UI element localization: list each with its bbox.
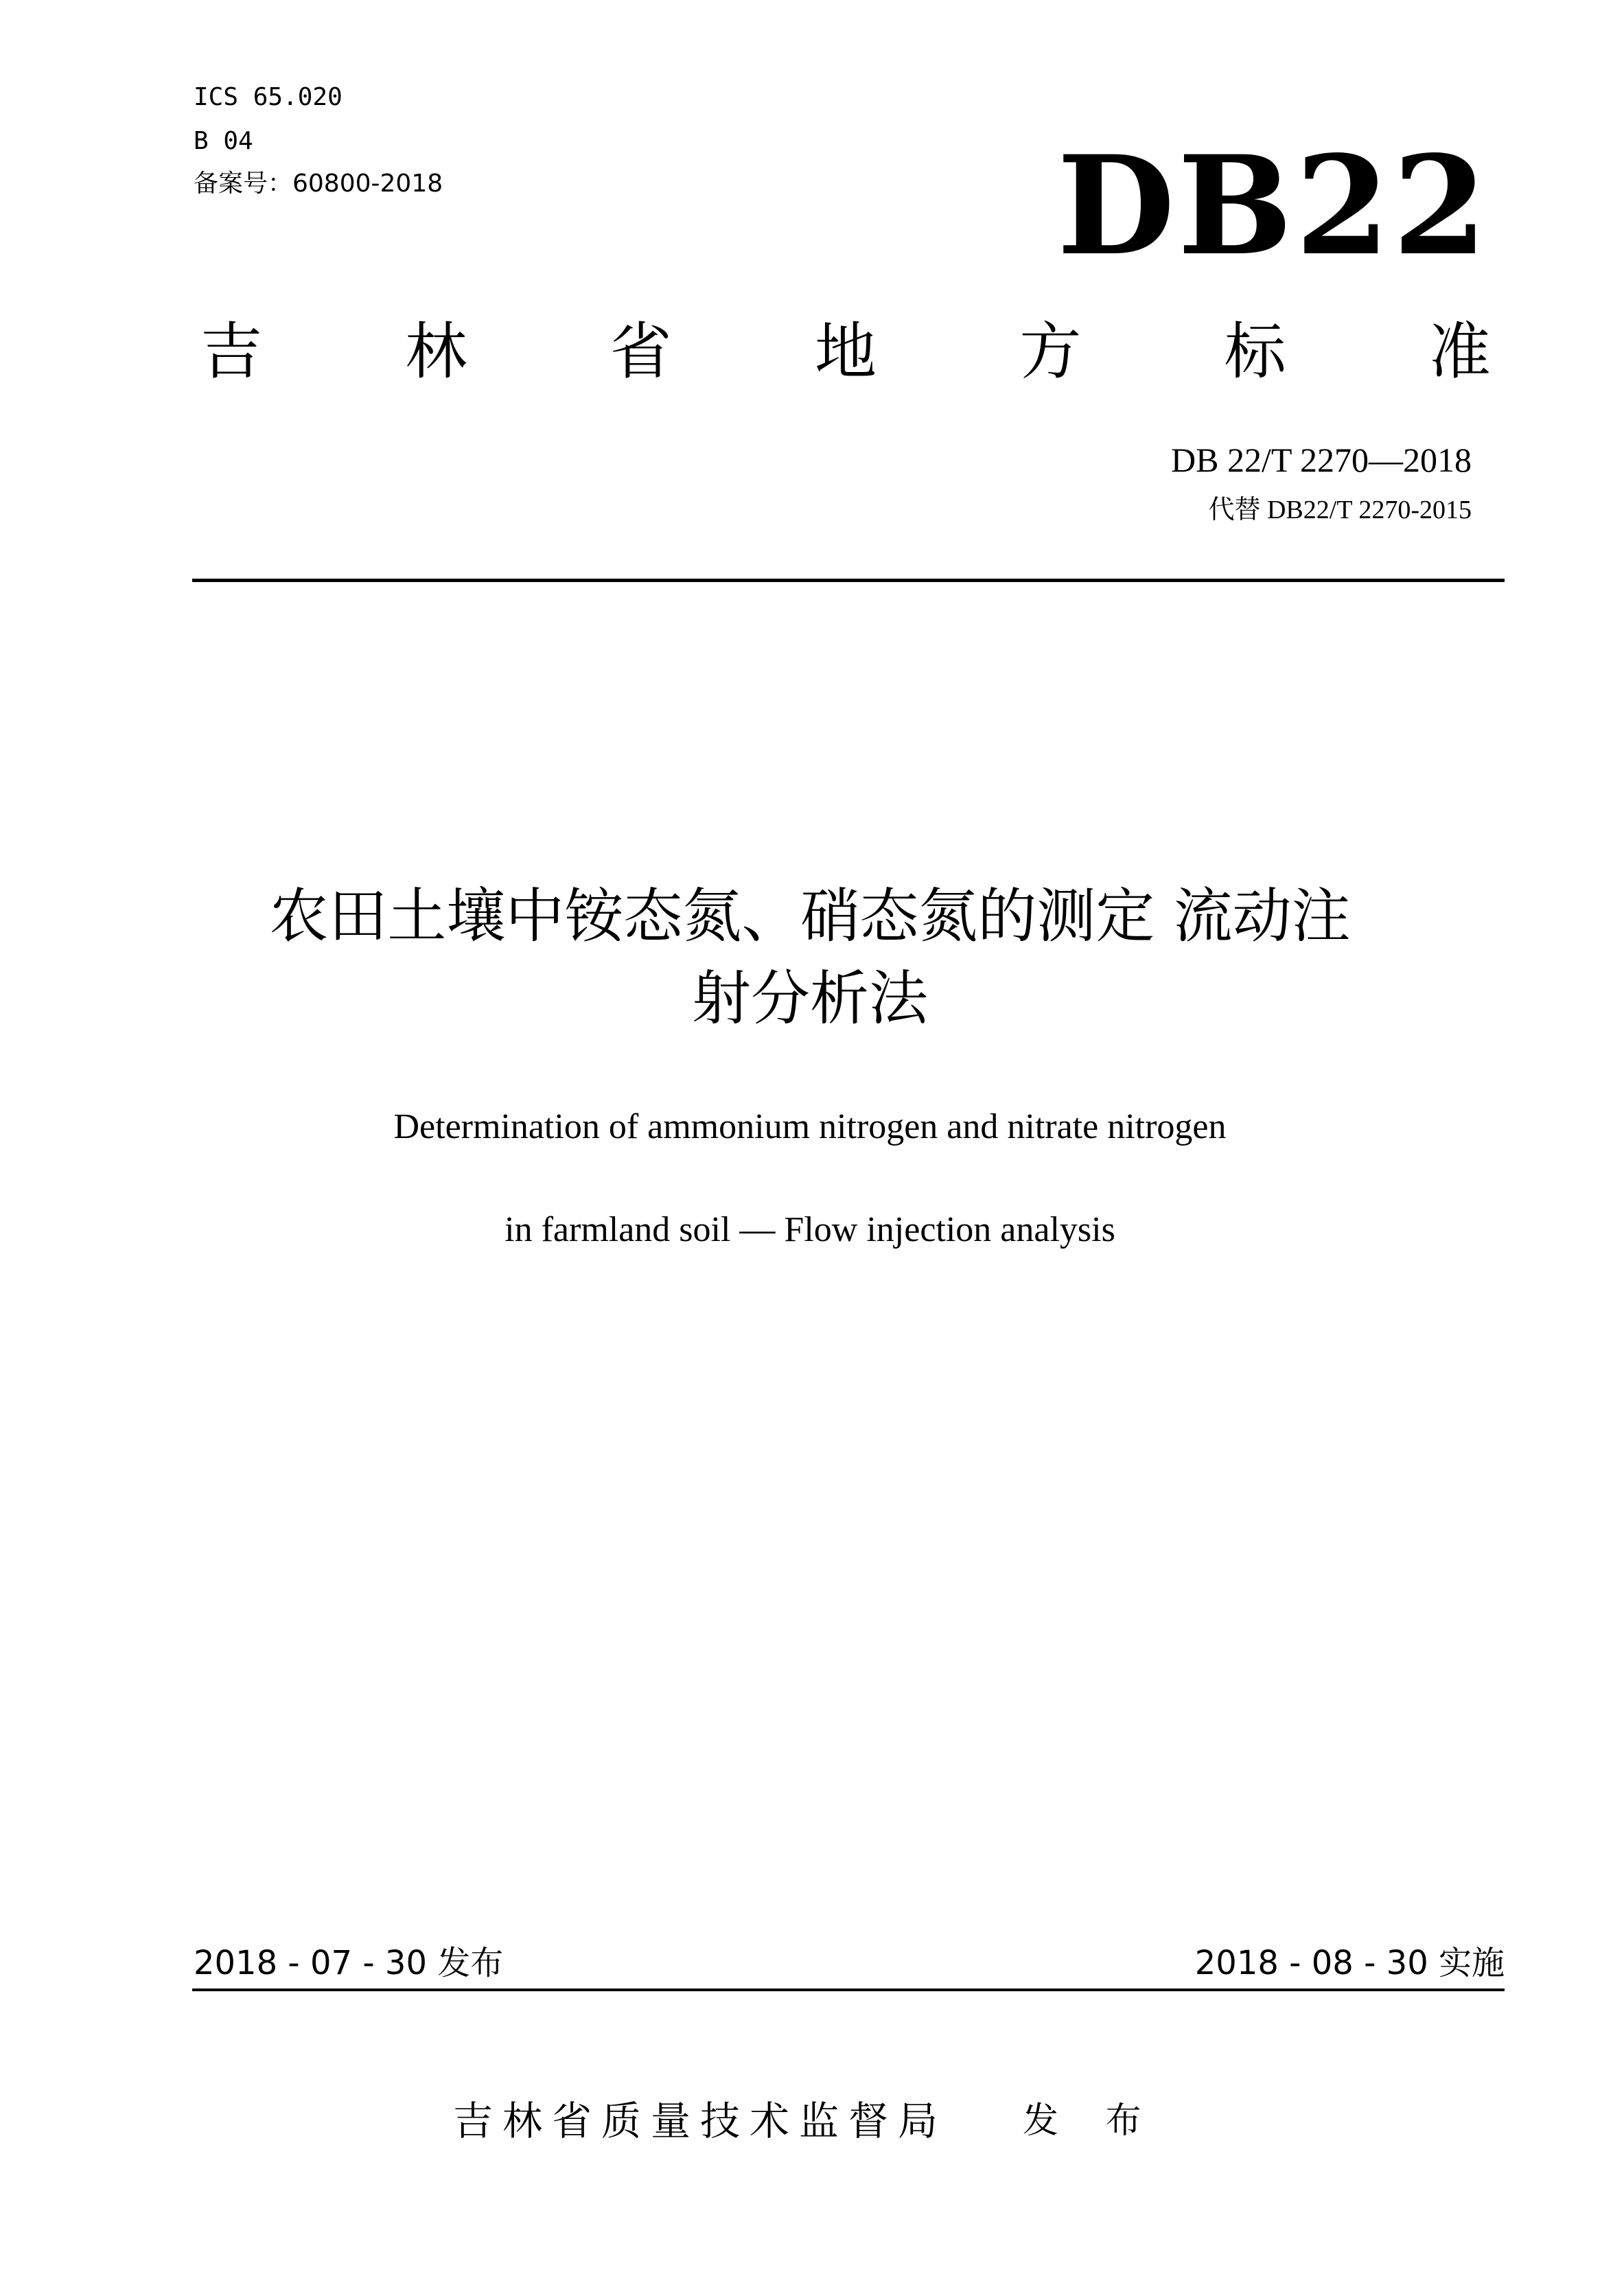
header-char: 标 bbox=[1224, 316, 1286, 388]
header-char: 地 bbox=[814, 316, 877, 388]
header-char: 方 bbox=[1019, 316, 1082, 388]
issue-label: 发 布 bbox=[1023, 2100, 1159, 2142]
issuer-name: 吉林省质量技术监督局 bbox=[453, 2098, 948, 2144]
title-chinese bbox=[137, 875, 1483, 1040]
header-char: 省 bbox=[610, 316, 672, 388]
ics-code: ICS 65.020 bbox=[194, 83, 343, 111]
db22-logo: DB22 bbox=[1057, 126, 1490, 286]
implementation-date: 2018 - 08 - 30 实施 bbox=[1194, 1944, 1505, 1982]
bottom-divider bbox=[192, 1988, 1505, 1991]
header-char: 准 bbox=[1428, 316, 1491, 388]
filing-number: 备案号：60800-2018 bbox=[194, 170, 443, 198]
header-char: 吉 bbox=[200, 316, 262, 388]
title-chinese-line: 农田土壤中铵态氮、硝态氮的测定 流动注 bbox=[269, 882, 1351, 951]
header-char: 林 bbox=[405, 316, 467, 388]
publish-date: 2018 - 07 - 30 发布 bbox=[194, 1944, 504, 1982]
issuer-line bbox=[453, 2094, 1159, 2148]
top-divider bbox=[192, 579, 1505, 582]
ccs-code: B 04 bbox=[194, 127, 253, 155]
standard-number: DB 22/T 2270—2018 bbox=[1171, 441, 1472, 479]
standard-type-header bbox=[194, 314, 1498, 390]
replaced-standard: 代替 DB22/T 2270-2015 bbox=[1208, 496, 1472, 524]
title-english-line: Determination of ammonium nitrogen and nitrate nitrogen bbox=[393, 1107, 1227, 1146]
title-chinese-line: 射分析法 bbox=[692, 964, 928, 1033]
title-english-line: in farmland soil — Flow injection analysis bbox=[504, 1210, 1115, 1249]
